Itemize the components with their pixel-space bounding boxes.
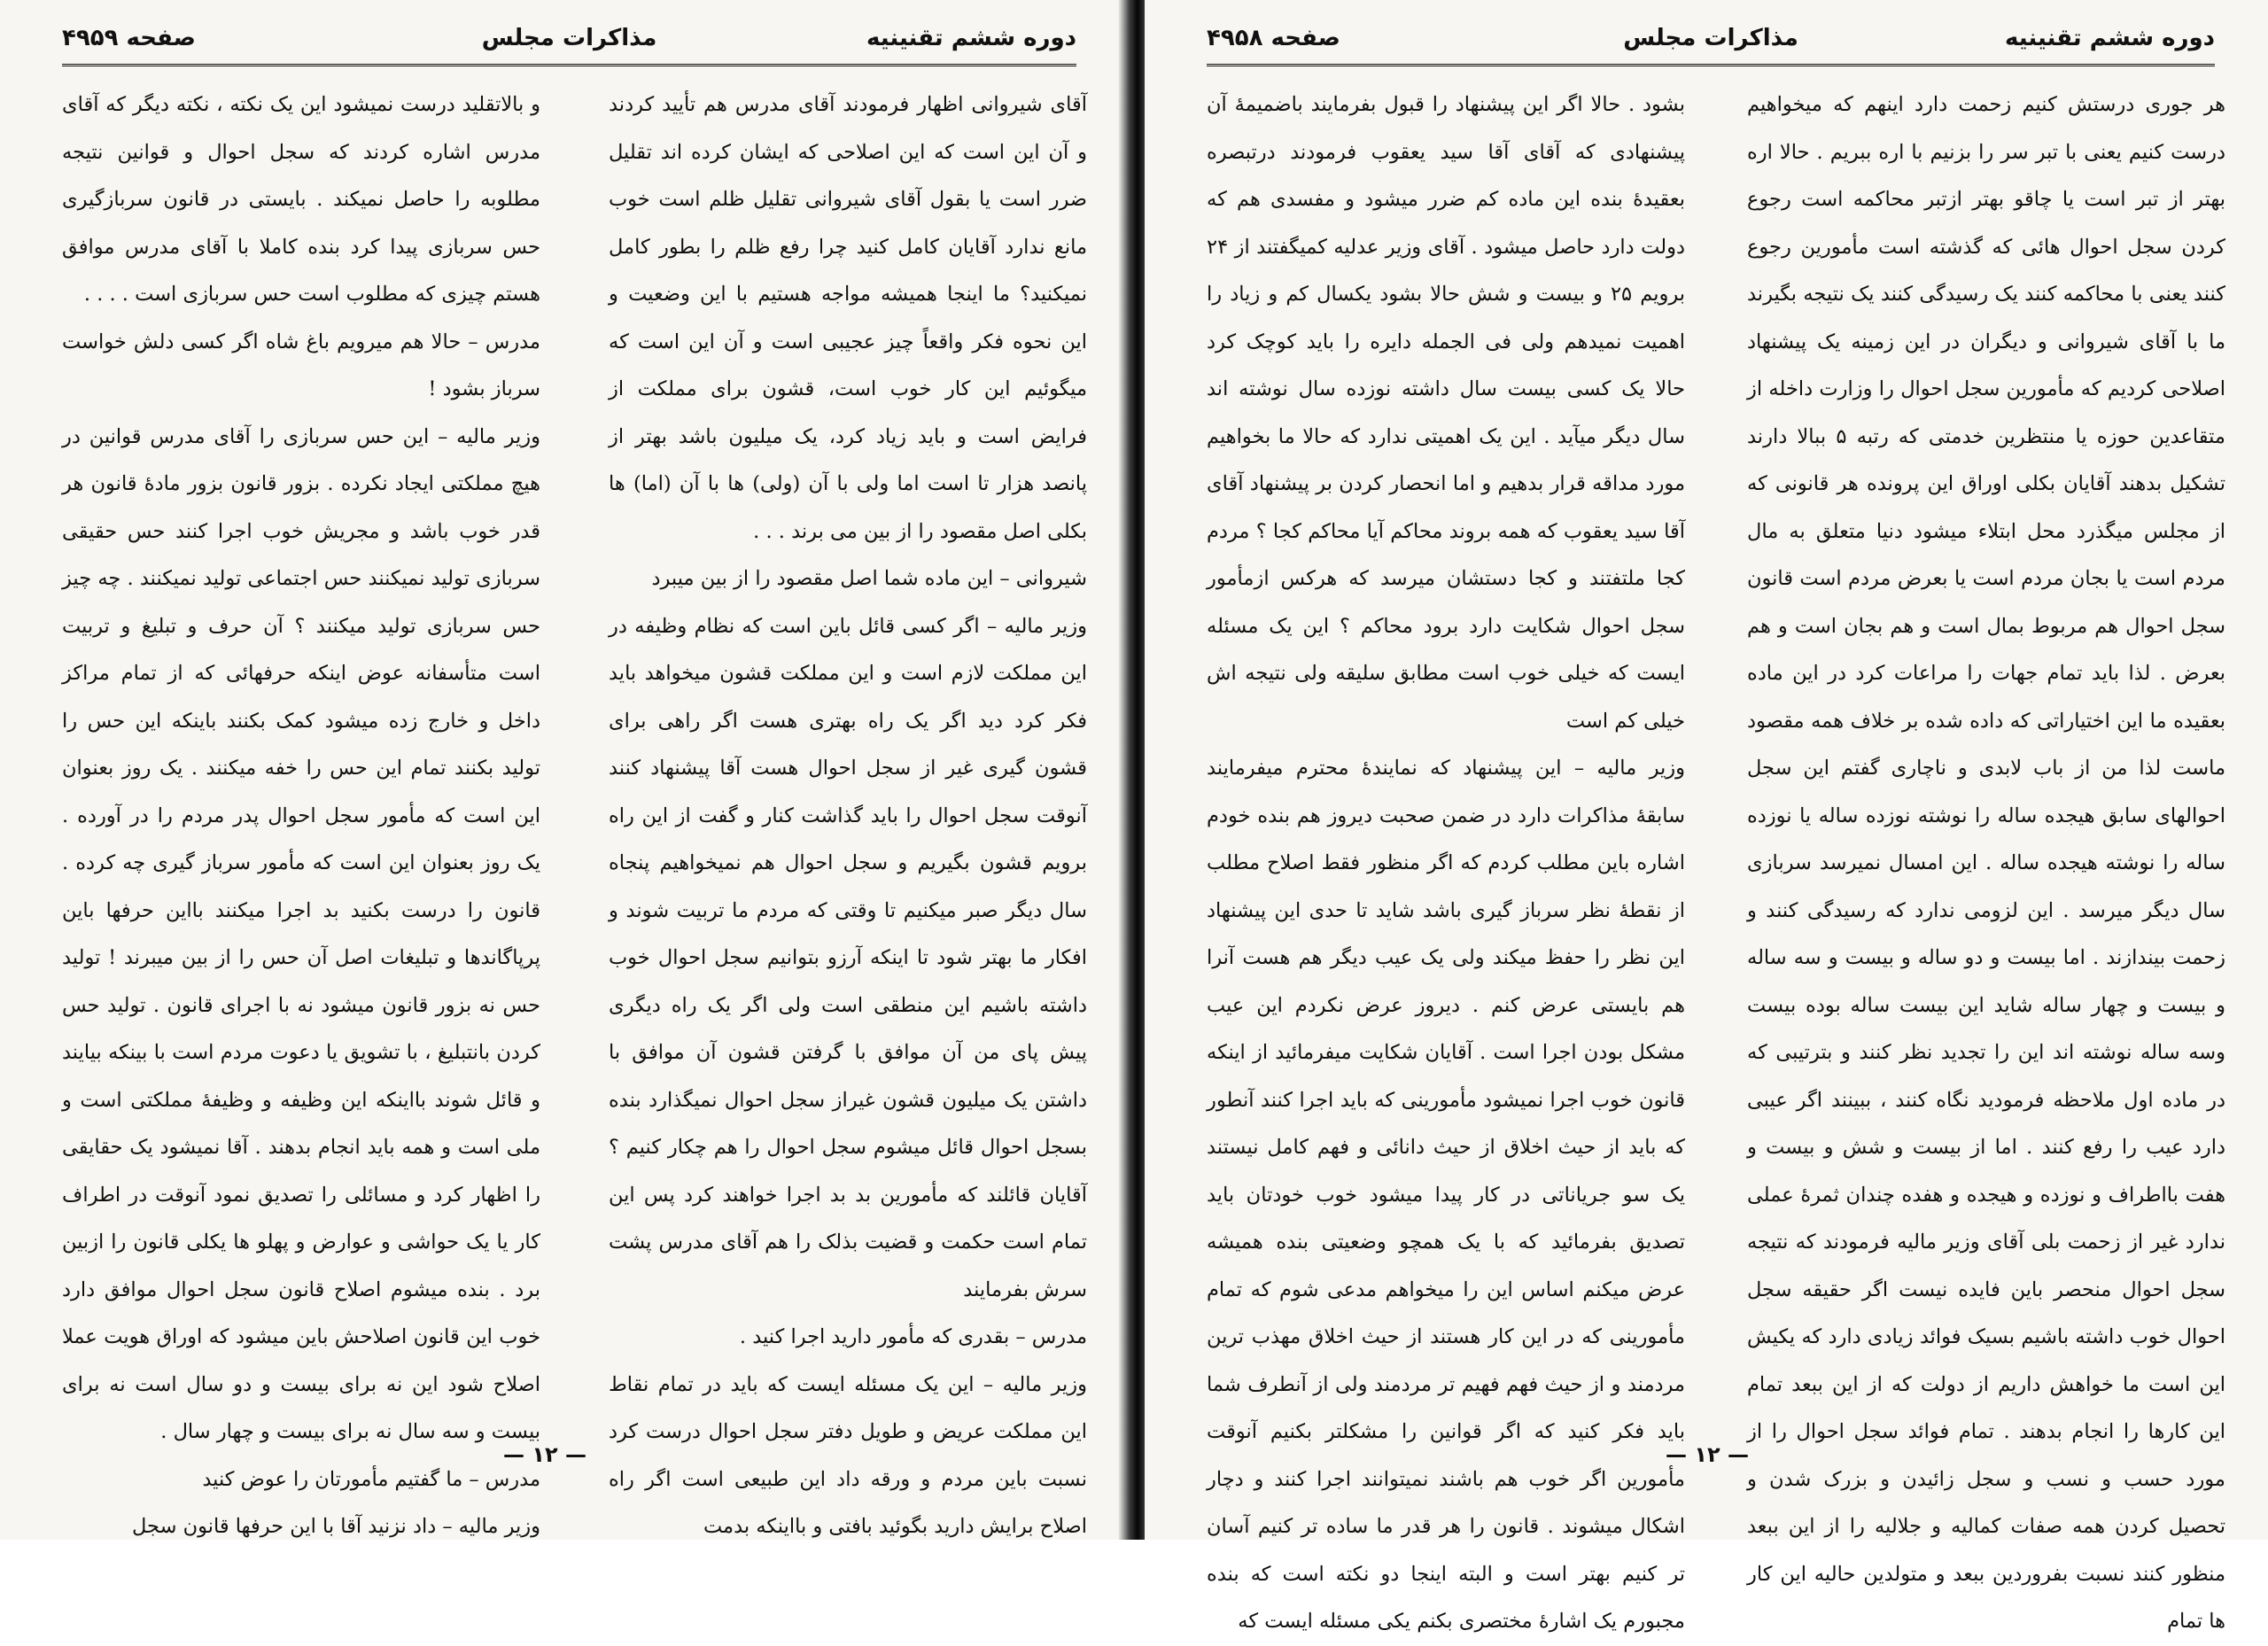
- right-page-left-column: [1207, 82, 1685, 1633]
- paragraph: شیروانی – این ماده شما اصل مقصود را از بین میبرد: [651, 567, 1087, 590]
- paragraph: وزیر مالیه – این پیشنهاد که نمایندهٔ محترم میفرمایند سابقهٔ مذاکرات دارد در ضمن صحبت دیروز هم بنده خودم اشاره باین مطلب کردم که اگر منظور فقط اصلاح مطلب از نقطهٔ نظر سرباز گیری باشد شاید تا حدی این پیشنهاد این نظر را حفظ میکند ولی یک عیب دیگر هم هست آنرا هم بایستی عرض کنم . دیروز عرض نکردم این عیب مشکل بودن اجرا است . آقایان شکایت میفرمائید از اینکه قانون خوب اجرا نمیشود مأمورینی که باید اجرا کنند آنطور که باید از حیث اخلاق از حیث دانائی و فهم کامل نیستند یک سو جریاناتی در کار پیدا میشود خوب خودتان باید تصدیق بفرمائید که با یک همچو وضعیتی بنده همیشه عرض میکنم اساس این را میخواهم مدعی شوم که تمام مأمورینی که در این کار هستند از حیث اخلاق مهذب ترین مردمند و از حیث فهم فهیم تر مردمند ولی از آنطرف شما باید فکر کنید که اگر قوانین را مشکلتر بکنیم آنوقت مأمورین اگر خوب هم باشند نمیتوانند اجرا کنند و دچار اشکال میشوند . قانون را هر قدر ما ساده تر کنیم آسان تر کنیم بهتر است و البته اینجا دو نکته است که بنده مجبورم یک اشارهٔ مختصری بکنم یکی مسئله ایست که: [1207, 757, 1685, 1633]
- right-header-session: دوره ششم تقنینیه: [2004, 25, 2215, 51]
- paragraph: بشود . حالا اگر این پیشنهاد را قبول بفرمایند باضمیمهٔ آن پیشنهادی که آقای آقا سید یعقوب فرمودند درتبصره بعقیدهٔ بنده این ماده کم ضرر میشود و مفسدی هم که دولت دارد حاصل میشود . آقای وزیر عدلیه کمیگفتند از ۲۴ برویم ۲۵ و بیست و شش حالا بشود یکسال کم و زیاد را اهمیت نمیدهم ولی فی الجمله دایره را باید کوچک کرد حالا یک کسی بیست سال داشته نوزده سال نوشته اند سال دیگر میآید . این یک اهمیتی ندارد که حالا ما بخواهیم مورد مداقه قرار بدهیم و اما انحصار کردن بر پیشنهاد آقای آقا سید یعقوب که همه بروند محاکم آیا محاکم کجا ؟ مردم کجا ملتفتند و کجا دستشان میرسد که هرکس ازمأمور سجل احوال شکایت دارد برود محاکم ؟ این یک مسئله ایست که خیلی خوب است مطابق سلیقه ولی نتیجه اش خیلی کم است: [1207, 93, 1685, 733]
- right-page: [1145, 0, 2268, 1633]
- left-page-left-column: [62, 82, 540, 1538]
- right-page-footer-number: — ۱۲ —: [1665, 1442, 1749, 1467]
- left-page-right-column: [609, 82, 1087, 1538]
- paragraph: هر جوری درستش کنیم زحمت دارد اینهم که میخواهیم درست کنیم یعنی با تبر سر را بزنیم با اره ببریم . حالا اره بهتر از تبر است یا چاقو بهتر ازتبر محاکمه است رجوع کردن سجل احوال هائی که گذشته است مأمورین رجوع کنند یعنی با محاکمه کنند یک رسیدگی کنند یک نتیجه بگیرند ما با آقای شیروانی و دیگران در این زمینه یک پیشنهاد اصلاحی کردیم که مأمورین سجل احوال را وزارت داخله از متقاعدین حوزه یا منتظرین خدمتی که رتبه ۵ ببالا دارند تشکیل بدهند آقایان بکلی اوراق این پرونده هر قانونی که از مجلس میگذرد محل ابتلاء میشود دنیا متعلق به مال مردم است یا بجان مردم است یا بعرض مردم است قانون سجل احوال هم مربوط بمال است و هم بجان است و هم بعرض . لذا باید تمام جهات را مراعات کرد در این ماده بعقیده ما این اختیاراتی که داده شده بر خلاف همه مقصود ماست لذا من از باب لابدی و ناچاری گفتم این سجل احوالهای سابق هیجده ساله را نوشته نوزده ساله یا نوزده ساله را نوشته هیجده ساله . این امسال نمیرسد سربازی سال دیگر میرسد . این لزومی ندارد که رسیدگی کنند و زحمت بیندازند . اما بیست و دو ساله و بیست و سه ساله و بیست و چهار ساله شاید این بیست ساله بوده بیست وسه ساله نوشته اند این را تجدید نظر کنند و بترتیبی که در ماده اول ملاحظه فرمودید نگاه کنند ، ببینند اگر عیبی دارد عیب را رفع کنند . اما از بیست و شش و بیست و هفت بااطراف و نوزده و هیجده و هفده چندان ثمرهٔ عملی ندارد غیر از زحمت بلی آقای وزیر مالیه فرمودند که نتیجه سجل احوال منحصر باین فایده نیست اگر حقیقه سجل احوال خوب داشته باشیم بسیک فوائد زیادی دارد که یکیش این است ما خواهش داریم از دولت که از این ببعد تمام این کارها را انجام بدهند . تمام فوائد سجل احوال را از مورد حسب و نسب و سجل زائیدن و بزرک شدن و تحصیل کردن همه صفات کمالیه و جلالیه را از این ببعد منظور کنند نسبت بفروردین ببعد و متولدین حالیه این کار ها تمام: [1747, 93, 2225, 1633]
- right-page-right-column: [1747, 82, 2225, 1633]
- left-header-page-number: صفحه ۴۹۵۹: [62, 25, 196, 51]
- paragraph: مدرس – ما گفتیم مأمورتان را عوض کنید: [202, 1467, 540, 1491]
- paragraph: مدرس – حالا هم میرویم باغ شاه اگر کسی دلش خواست سرباز بشود !: [62, 330, 540, 400]
- paragraph: وزیر مالیه – داد نزنید آقا با این حرفها قانون سجل: [132, 1515, 540, 1538]
- paragraph: و بالاتقلید درست نمیشود این یک نکته ، نکته دیگر که آقای مدرس اشاره کردند که سجل احوال و قوانین نتیجه مطلوبه را حاصل نمیکند . بایستی در قانون سربازگیری حس سربازی پیدا کرد بنده کاملا با آقای مدرس موافق هستم چیزی که مطلوب است حس سربازی است . . . .: [62, 93, 540, 306]
- right-page-header: [1207, 19, 2215, 66]
- left-header-title: مذاکرات مجلس: [481, 25, 657, 51]
- left-page: [0, 0, 1130, 1540]
- left-page-header: [62, 19, 1076, 66]
- paragraph: مدرس – بقدری که مأمور دارید اجرا کنید .: [739, 1325, 1087, 1348]
- paragraph: وزیر مالیه – اگر کسی قائل باین است که نظام وظیفه در این مملکت لازم است و این مملکت قشون میخواهد باید فکر کرد دید اگر یک راه بهتری هست اگر راهی برای قشون گیری غیر از سجل احوال هست آقا پیشنهاد کنند آنوقت سجل احوال را باید گذاشت کنار و گفت از این راه برویم قشون بگیریم و سجل احوال هم نمیخواهیم پنجاه سال دیگر صبر میکنیم تا وقتی که مردم ما تربیت شوند و افکار ما بهتر شود تا اینکه آرزو بتوانیم سجل احوال خوب داشته باشیم این منطقی است ولی اگر یک راه دیگری پیش پای من آن موافق با گرفتن قشون آن موافق با داشتن یک میلیون قشون غیراز سجل احوال نمیگذارد بنده بسجل احوال قائل میشوم سجل احوال را هم چکار کنیم ؟ آقایان قائلند که مأمورین بد بد اجرا خواهند کرد پس این تمام است حکمت و قضیت بذلک را هم آقای مدرس پشت سرش بفرمایند: [609, 614, 1087, 1301]
- right-header-title: مذاکرات مجلس: [1623, 25, 1798, 51]
- paragraph: آقای شیروانی اظهار فرمودند آقای مدرس هم تأیید کردند و آن این است که این اصلاحی که ایشان کرده اند تقلیل ضرر است یا بقول آقای شیروانی تقلیل ظلم است خوب مانع ندارد آقایان کامل کنید چرا رفع ظلم را بطور کامل نمیکنید؟ ما اینجا همیشه مواجه هستیم با این وضعیت و این نحوه فکر واقعاً چیز عجیبی است و آن این است که میگوئیم این کار خوب است، قشون برای مملکت از فرایض است و باید زیاد کرد، یک میلیون باشد بهتر از پانصد هزار تا است اما ولی با آن (ولی) ها با آن (اما) ها بکلی اصل مقصود را از بین می برند . . .: [609, 93, 1087, 543]
- right-header-page-number: صفحه ۴۹۵۸: [1207, 25, 1340, 51]
- paragraph: وزیر مالیه – این یک مسئله ایست که باید در تمام نقاط این مملکت عریض و طویل دفتر سجل احوال درست کرد نسبت باین مردم و ورقه داد این طبیعی است اگر راه اصلاح برایش دارید بگوئید بافتی و بااینکه بدمت: [609, 1372, 1087, 1538]
- left-header-session: دوره ششم تقنینیه: [866, 25, 1076, 51]
- left-page-footer-number: — ۱۲ —: [502, 1442, 586, 1467]
- paragraph: وزیر مالیه – این حس سربازی را آقای مدرس قوانین در هیچ مملکتی ایجاد نکرده . بزور قانون بزور مادهٔ قانون هر قدر خوب باشد و مجریش خوب اجرا کنند حس حقیقی سربازی تولید نمیکنند حس اجتماعی تولید نمیکنند . چه چیز حس سربازی تولید میکنند ؟ آن حرف و تبلیغ و تربیت است متأسفانه عوض اینکه حرفهائی که از تمام مراکز داخل و خارج زده میشود کمک بکنند باینکه این حس را تولید بکنند تمام این حس را خفه میکنند . یک روز بعنوان این است که مأمور سجل احوال پدر مردم را در آورده . یک روز بعنوان این است که مأمور سرباز گیری چه کرده . قانون را درست بکنید بد اجرا میکنند بااین حرفها باین پرپاگاندها و تبلیغات اصل آن حس را از بین میبرند ! تولید حس نه بزور قانون میشود نه با اجرای قانون . تولید حس کردن بانتبلیغ ، با تشویق یا دعوت مردم است با بینکه بیایند و قائل شوند بااینکه این وظیفه و وظیفهٔ مملکتی است و ملی است و همه باید انجام بدهند . آقا نمیشود یک حقایقی را اظهار کرد و مسائلی را تصدیق نمود آنوقت در اطراف کار یا یک حواشی و عوارض و پهلو ها یکلی قانون را ازبین برد . بنده میشوم اصلاح قانون سجل احوال موافق دارد خوب این قانون اصلاحش باین میشود که اوراق هویت عملا اصلاح شود این نه برای بیست و دو سال است نه برای بیست و سه سال نه برای بیست و چهار سال .: [62, 424, 540, 1443]
